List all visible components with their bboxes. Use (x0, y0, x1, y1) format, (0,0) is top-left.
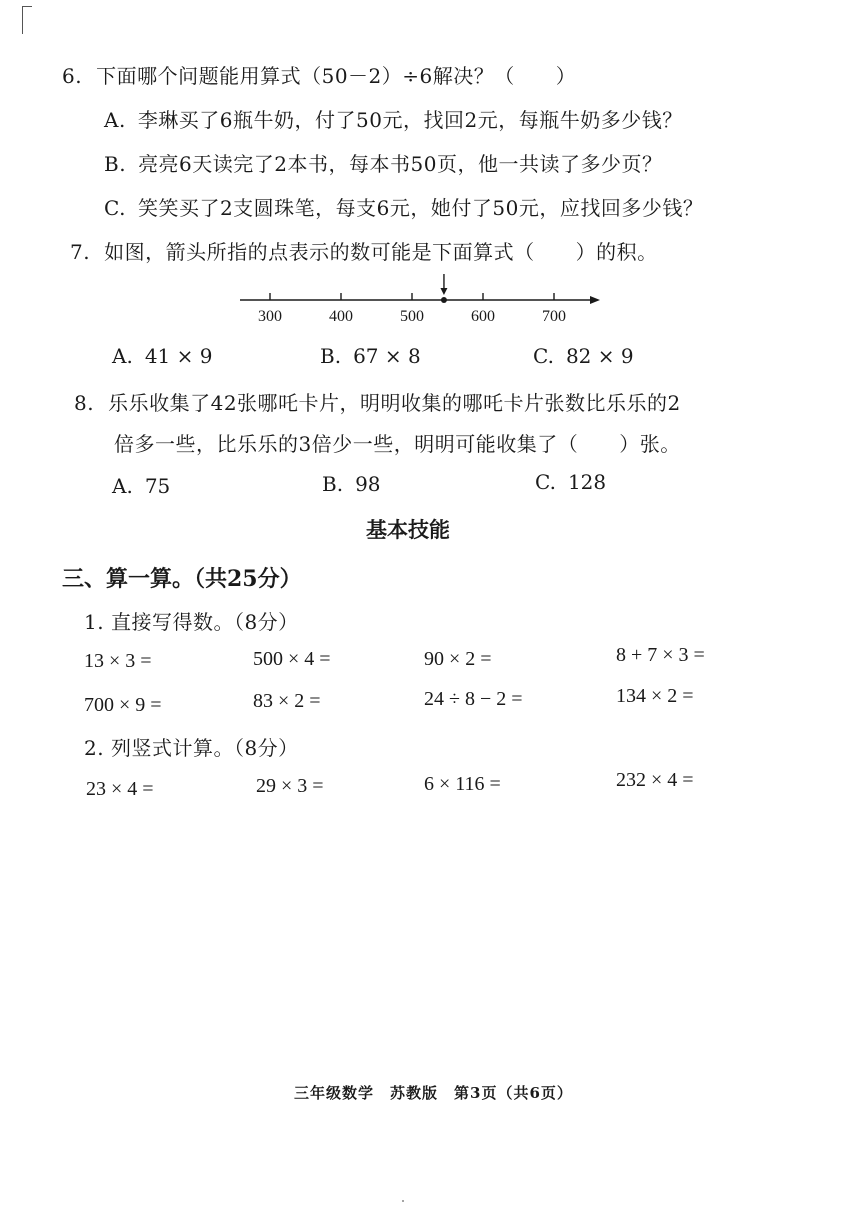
option-letter: B. (322, 472, 344, 496)
calc-item: 500 × 4 = (253, 648, 331, 670)
number-line (230, 272, 610, 332)
calc-item: 83 × 2 = (253, 690, 321, 712)
option-text: 李琳买了6瓶牛奶，付了50元，找回2元，每瓶牛奶多少钱？ (137, 108, 683, 132)
question-6-option-a (104, 104, 683, 133)
calc-item: 24 ÷ 8 − 2 = (424, 688, 523, 710)
calc-item: 13 × 3 = (84, 650, 152, 672)
option-letter: B. (104, 152, 127, 176)
question-text: 倍多一些，比乐乐的3倍少一些，明明可能收集了（ ）张。 (114, 432, 681, 456)
part-3-title: 三、算一算。（共25分） (62, 566, 302, 592)
question-8-stem-line-2 (114, 428, 681, 457)
part-3-sub-2-title: 2. 列竖式计算。（8分） (84, 736, 299, 760)
option-text: 75 (144, 474, 171, 498)
calc-item: 90 × 2 = (424, 648, 492, 670)
question-7-option-b (320, 344, 421, 368)
question-6-option-b (104, 148, 662, 177)
question-6-option-c (104, 192, 703, 221)
calc-item: 29 × 3 = (256, 775, 324, 797)
option-letter: A. (112, 344, 133, 368)
calc-item: 23 × 4 = (86, 778, 154, 800)
question-8-stem-line-1 (74, 387, 681, 416)
number-line-tick-label: 700 (542, 308, 566, 325)
question-7-option-a (112, 344, 212, 368)
question-number: 8. (74, 391, 95, 415)
number-line-tick-label: 400 (329, 308, 353, 325)
question-6-stem (62, 60, 576, 89)
question-8-option-b (322, 472, 381, 496)
crop-mark (22, 6, 23, 34)
question-number: 7. (70, 240, 91, 264)
question-text: 如图，箭头所指的点表示的数可能是下面算式（ ）的积。 (104, 240, 658, 264)
option-letter: A. (104, 108, 126, 132)
option-text: 笑笑买了2支圆珠笔，每支6元，她付了50元，应找回多少钱？ (137, 196, 704, 220)
number-line-arrowhead (590, 296, 600, 304)
calc-item: 8 + 7 × 3 = (616, 644, 705, 666)
question-7-option-c (533, 344, 634, 368)
question-8-option-a (112, 474, 170, 498)
calc-item: 700 × 9 = (84, 694, 162, 716)
option-letter: B. (320, 344, 342, 368)
option-letter: C. (535, 470, 556, 494)
calc-item: 134 × 2 = (616, 685, 694, 707)
number-line-tick-label: 500 (400, 308, 424, 325)
calc-item: 6 × 116 = (424, 773, 501, 795)
section-heading: 基本技能 (366, 517, 450, 542)
number-line-tick-label: 300 (258, 308, 282, 325)
question-text: 乐乐收集了42张哪吒卡片，明明收集的哪吒卡片张数比乐乐的2 (108, 391, 681, 415)
option-text: 41 × 9 (144, 344, 213, 368)
crop-mark (22, 6, 32, 7)
option-text: 67 × 8 (353, 344, 421, 368)
option-letter: A. (112, 474, 133, 498)
calc-item: 232 × 4 = (616, 769, 694, 791)
option-letter: C. (104, 196, 126, 220)
scan-speck (402, 1200, 404, 1202)
page-footer: 三年级数学 苏教版 第3页（共6页） (294, 1084, 573, 1102)
question-text: 下面哪个问题能用算式（50－2）÷6解决？（ ） (96, 64, 577, 88)
part-3-sub-1-title: 1. 直接写得数。（8分） (84, 610, 299, 634)
option-text: 亮亮6天读完了2本书，每本书50页，他一共读了多少页？ (138, 152, 663, 176)
option-text: 128 (567, 470, 607, 494)
option-text: 82 × 9 (565, 344, 634, 368)
option-letter: C. (533, 344, 554, 368)
option-text: 98 (355, 472, 381, 496)
down-arrow-head (440, 288, 447, 295)
question-8-option-c (535, 470, 606, 494)
question-7-stem (70, 236, 658, 265)
number-line-tick-label: 600 (471, 308, 495, 325)
number-line-point (441, 297, 447, 303)
question-number: 6. (62, 64, 83, 88)
